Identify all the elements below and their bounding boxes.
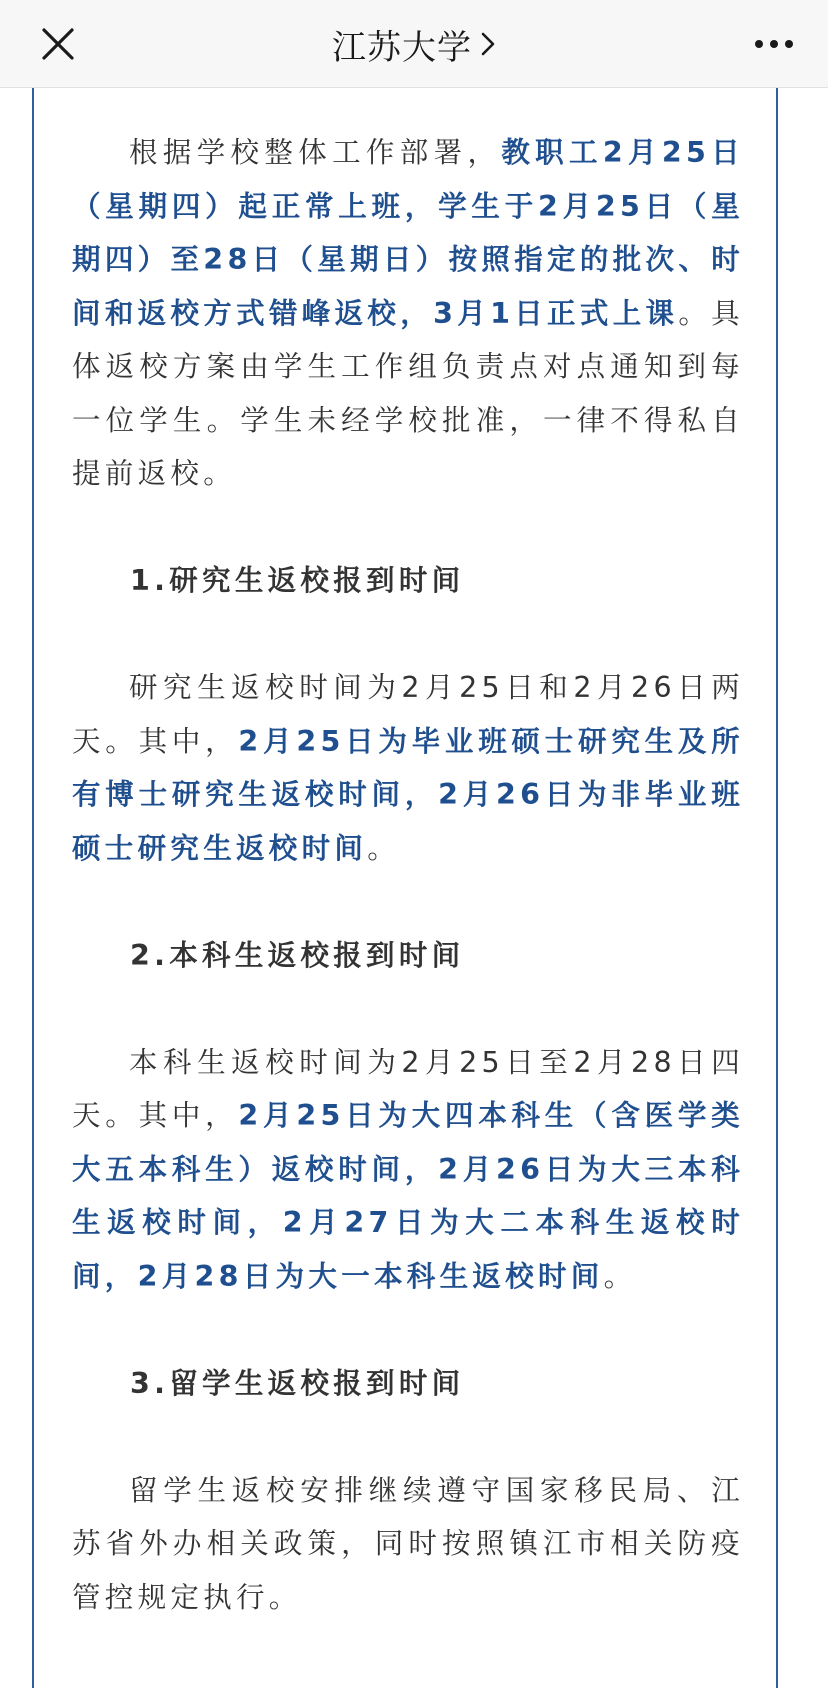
spacer bbox=[72, 875, 744, 929]
intro-highlight: 教职工2月25日（星期四）起正常上班，学生于2月25日（星期四）至28日（星期日）按照指定的批次、时间和返校方式错峰返校，3月1日正式上课 bbox=[72, 136, 744, 330]
nav-title-area[interactable] bbox=[0, 0, 828, 88]
section-2-text-end: 。 bbox=[603, 1259, 637, 1293]
intro-text-end: 。具体返校方案由学生工作组负责点对点通知到每一位学生。学生未经学校批准，一律不得私自提前返校。 bbox=[72, 296, 744, 490]
section-3-text: 留学生返校安排继续遵守国家移民局、江苏省外办相关政策，同时按照镇江市相关防疫管控规定执行。 bbox=[72, 1473, 744, 1614]
top-nav-bar bbox=[0, 0, 828, 88]
section-1-highlight: 2月25日为毕业班硕士研究生及所有博士研究生返校时间，2月26日为非毕业班硕士研究生返校时间 bbox=[72, 724, 744, 865]
spacer bbox=[72, 1410, 744, 1464]
article-body bbox=[72, 126, 744, 1624]
section-3-paragraph bbox=[72, 1464, 744, 1625]
section-1-text-end: 。 bbox=[367, 831, 401, 865]
section-1-paragraph bbox=[72, 661, 744, 875]
section-2-highlight: 2月25日为大四本科生（含医学类大五本科生）返校时间，2月26日为大三本科生返校时间，2月27日为大二本科生返校时间，2月28日为大一本科生返校时间 bbox=[72, 1099, 744, 1293]
spacer bbox=[72, 501, 744, 555]
spacer bbox=[72, 608, 744, 662]
more-dots-icon[interactable] bbox=[754, 38, 794, 50]
spacer bbox=[72, 1303, 744, 1357]
intro-paragraph bbox=[72, 126, 744, 501]
section-2-heading: 2.本科生返校报到时间 bbox=[130, 938, 465, 972]
section-1-text: 研究生返校时间为2月25日和2月26日两天。其中， bbox=[72, 671, 744, 758]
section-2-paragraph bbox=[72, 1036, 744, 1304]
section-3-heading: 3.留学生返校报到时间 bbox=[130, 1366, 465, 1400]
intro-text: 根据学校整体工作部署， bbox=[129, 136, 502, 169]
account-title[interactable]: 江苏大学 bbox=[332, 27, 472, 68]
spacer bbox=[72, 982, 744, 1036]
section-2-text: 本科生返校时间为2月25日至2月28日四天。其中， bbox=[72, 1045, 744, 1132]
chevron-right-icon bbox=[480, 31, 496, 57]
section-1-heading: 1.研究生返校报到时间 bbox=[130, 564, 465, 597]
